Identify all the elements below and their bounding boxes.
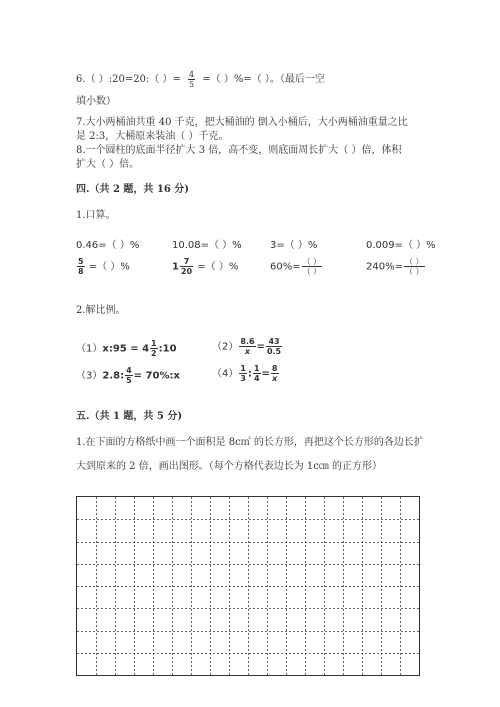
oral-r2c3-den: （ ）	[302, 267, 322, 276]
section5-heading: 五.（共 1 题，共 5 分)	[76, 411, 183, 422]
prop-2-left-frac	[239, 337, 255, 356]
prop-2-r-den: 0.5	[266, 347, 282, 356]
prop-4-a-frac	[239, 364, 247, 383]
prop-2-l-num: 8.6	[240, 337, 255, 346]
prop-1-head: x:95 = 4	[102, 343, 150, 355]
oral-r2c2-den: 20	[180, 267, 193, 276]
oral-r2c4-frac	[404, 257, 425, 276]
section4-sub1: 1.口算。	[76, 210, 116, 221]
q8-line1: 8.一个圆柱的底面半径扩大 3 倍，高不变，则底面周长扩大（ ）倍，体积	[76, 145, 402, 156]
q6-text-a: 6.（ ）:20=20:（ ）=	[76, 74, 181, 85]
prop-4-label: （4）	[212, 368, 239, 380]
q6-frac-den: 5	[189, 80, 195, 89]
prop-4-a-den: 3	[240, 374, 246, 383]
q6-frac-num: 4	[189, 70, 195, 79]
prop-3-tail: = 70%:x	[133, 370, 180, 382]
oral-r2c3-frac	[302, 257, 323, 276]
prop-4-a-num: 1	[240, 364, 246, 373]
q6-text-c: 填小数）	[76, 96, 116, 107]
grid-lines	[77, 497, 419, 675]
prop-2-eq: =	[256, 341, 265, 353]
prop-3-head: 2.8:	[102, 370, 125, 382]
prop-4-b-den: 4	[253, 374, 260, 383]
q8-line2: 扩大（ ）倍。	[76, 159, 140, 170]
oral-r2c4-head: 240%=	[366, 261, 403, 273]
prop-3-label: （3）	[76, 370, 103, 382]
prop-4-eq: =	[261, 368, 270, 380]
q6-text-b: =（ ）%=（ ）。（最后一空	[202, 74, 325, 85]
oral-r2c1-den: 8	[78, 267, 84, 276]
prop-3-den: 5	[126, 376, 132, 385]
q7-line1: 7.大小两桶油共重 40 千克，把大桶油的 倒入小桶后，大小两桶油重量之比	[76, 117, 408, 128]
oral-r2c1-frac	[77, 257, 85, 276]
grid-paper[interactable]	[76, 496, 420, 676]
oral-r1c4: 0.009=（ ）%	[366, 240, 436, 251]
prop-4-b-num: 1	[253, 364, 260, 373]
oral-r1c1: 0.46=（ ）%	[76, 240, 140, 251]
prop-1	[76, 339, 177, 358]
oral-r2c4	[366, 257, 426, 276]
oral-r2c4-num: （ ）	[404, 257, 424, 266]
oral-r2c2-whole: 1	[172, 261, 179, 273]
prop-4-colon: :	[247, 368, 252, 380]
section5-line1: 1.在下面的方格纸中画一个面积是 8c㎡ 的长方形，再把这个长方形的各边长扩	[76, 437, 424, 448]
oral-r2c3-head: 60%=	[270, 261, 301, 273]
prop-1-num: 1	[151, 339, 157, 348]
oral-r2c2-tail: =（ ）%	[197, 261, 239, 273]
prop-1-frac	[150, 339, 158, 358]
oral-r2c4-den: （ ）	[404, 267, 424, 276]
oral-r2c2	[172, 257, 238, 276]
prop-1-tail: :10	[158, 343, 177, 355]
oral-r2c3-num: （ ）	[302, 257, 322, 266]
oral-r2c2-num: 7	[180, 257, 193, 267]
prop-4	[212, 364, 280, 383]
prop-1-label: （1）	[76, 343, 103, 355]
q6-fraction	[188, 70, 195, 89]
prop-4-c-frac	[271, 364, 279, 383]
prop-1-den: 2	[151, 349, 157, 358]
section4-heading: 四.（共 2 题，共 16 分)	[76, 184, 190, 195]
oral-r1c3: 3=（ ）%	[270, 240, 318, 251]
oral-r1c2: 10.08=（ ）%	[172, 240, 242, 251]
section5-line2: 大到原来的 2 倍，画出图形。（每个方格代表边长为 1c㎝ 的正方形）	[76, 461, 383, 472]
prop-2-right-frac	[266, 337, 282, 356]
section4-sub2: 2.解比例。	[76, 305, 126, 316]
prop-2	[212, 337, 283, 356]
prop-2-l-den: x	[244, 347, 251, 356]
oral-r2c2-frac	[180, 257, 193, 276]
prop-3	[76, 366, 180, 385]
q6-line	[76, 70, 325, 89]
prop-4-b-frac	[253, 364, 261, 383]
prop-3-num: 4	[126, 366, 132, 375]
prop-2-r-num: 43	[266, 337, 282, 347]
prop-2-label: （2）	[212, 341, 239, 353]
oral-r2c1-tail: =（ ）%	[88, 261, 130, 273]
oral-r2c1	[76, 257, 130, 276]
prop-4-c-num: 8	[271, 364, 278, 373]
prop-3-frac	[125, 366, 133, 385]
oral-r2c1-num: 5	[78, 257, 84, 266]
q7-line2: 是 2:3，大桶原来装油（ ）千克。	[76, 131, 229, 142]
oral-r2c3	[270, 257, 323, 276]
prop-4-c-den: x	[272, 374, 278, 383]
